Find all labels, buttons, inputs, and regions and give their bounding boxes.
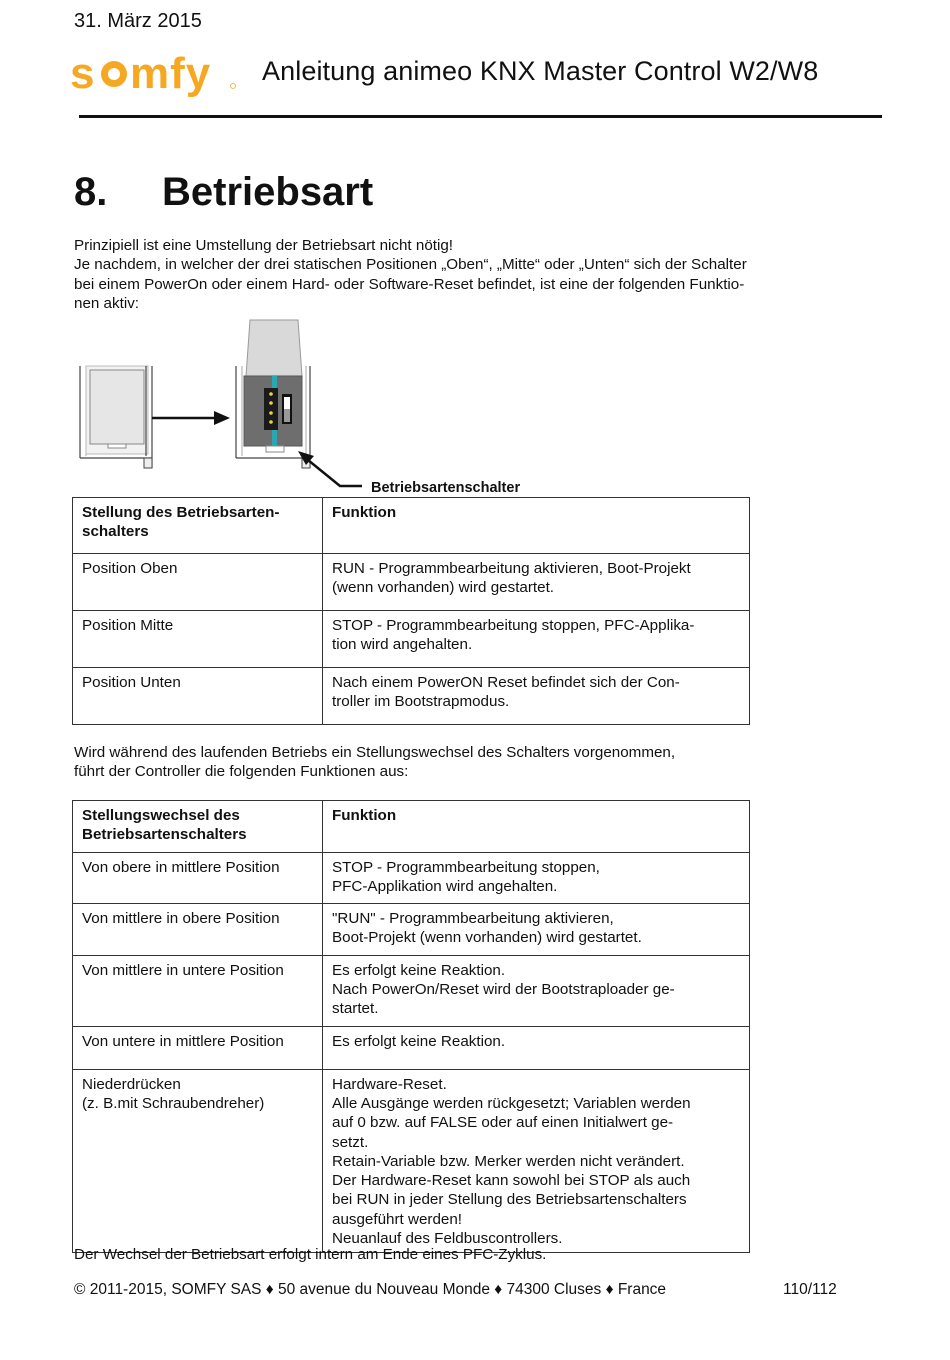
cell-text: tion wird angehalten. — [332, 636, 473, 654]
function-cell — [323, 955, 750, 1026]
cell-text: Neuanlauf des Feldbuscontrollers. — [332, 1230, 563, 1248]
cell-text: (wenn vorhanden) wird gestartet. — [332, 579, 555, 597]
section-heading — [74, 170, 373, 215]
cell-text: setzt. — [332, 1133, 369, 1151]
header-text: Betriebsartenschalters — [82, 826, 247, 844]
paragraph-line: führt der Controller die folgenden Funktionen aus: — [74, 763, 409, 781]
table-row — [73, 1026, 750, 1069]
function-cell — [323, 668, 750, 725]
cell-text: startet. — [332, 1000, 379, 1018]
table-row — [73, 611, 750, 668]
cell-text: Von untere in mittlere Position — [82, 1032, 284, 1050]
cell-text: "RUN" - Programmbearbeitung aktivieren, — [332, 910, 614, 928]
table-row — [73, 554, 750, 611]
table-header-row — [73, 498, 750, 554]
intro-paragraph — [74, 236, 834, 313]
cell-text: Von obere in mittlere Position — [82, 858, 280, 876]
document-date: 31. März 2015 — [74, 10, 202, 32]
cell-text: Der Hardware-Reset kann sowohl bei STOP als auch — [332, 1172, 691, 1190]
device-closed-icon — [80, 366, 152, 468]
function-cell — [323, 611, 750, 668]
cell-text: Position Mitte — [82, 617, 174, 634]
header-text: Funktion — [332, 807, 397, 824]
cell-text: Niederdrücken — [82, 1075, 181, 1093]
cell-text: auf 0 bzw. auf FALSE oder auf einen Initialwert ge- — [332, 1114, 674, 1132]
header-divider — [79, 115, 882, 118]
somfy-logo-icon — [70, 52, 240, 98]
cell-text: Es erfolgt keine Reaktion. — [332, 1032, 506, 1050]
cell-text: RUN - Programmbearbeitung aktivieren, Boot-Projekt — [332, 560, 691, 577]
function-cell — [323, 852, 750, 904]
cell-text: Nach einem PowerON Reset befindet sich der Con- — [332, 674, 680, 691]
intro-line: Prinzipiell ist eine Umstellung der Betriebsart nicht nötig! — [74, 237, 454, 254]
cell-text: Von mittlere in untere Position — [82, 961, 284, 979]
cell-text: (z. B.mit Schraubendreher) — [82, 1094, 265, 1112]
change-cell — [73, 852, 323, 904]
section-number: 8. — [74, 170, 108, 214]
intro-line: nen aktiv: — [74, 294, 140, 312]
cell-text: STOP - Programmbearbeitung stoppen, PFC-Applika- — [332, 617, 695, 634]
somfy-logo — [70, 52, 240, 103]
function-cell — [323, 554, 750, 611]
footer-copyright: © 2011-2015, SOMFY SAS ♦ 50 avenue du Nouveau Monde ♦ 74300 Cluses ♦ France — [74, 1281, 667, 1298]
header-text: Stellungswechsel des — [82, 807, 240, 824]
header-text: Stellung des Betriebsarten- — [82, 504, 280, 521]
intro-line: bei einem PowerOn oder einem Hard- oder Software-Reset befindet, ist eine der folgenden Funktio- — [74, 275, 745, 293]
device-illustration — [78, 318, 558, 498]
cell-text: STOP - Programmbearbeitung stoppen, — [332, 858, 600, 876]
switch-callout-label: Betriebsartenschalter — [371, 480, 521, 496]
cell-text: Alle Ausgänge werden rückgesetzt; Variablen werden — [332, 1094, 691, 1112]
switch-position-table — [72, 497, 750, 725]
paragraph-line: Wird während des laufenden Betriebs ein Stellungswechsel des Schalters vorgenommen, — [74, 744, 676, 761]
cell-text: ausgeführt werden! — [332, 1210, 463, 1228]
cell-text: Von mittlere in obere Position — [82, 910, 280, 928]
table-row — [73, 852, 750, 904]
header-cell-function — [323, 801, 750, 853]
change-cell — [73, 904, 323, 956]
document-title: Anleitung animeo KNX Master Control W2/W8 — [262, 56, 819, 86]
cell-text: PFC-Applikation wird angehalten. — [332, 877, 558, 895]
svg-text:s: s — [70, 52, 96, 98]
function-cell — [323, 1026, 750, 1069]
device-figure — [78, 318, 558, 503]
cell-text: Position Unten — [82, 674, 181, 691]
cell-text: Retain-Variable bzw. Merker werden nicht verändert. — [332, 1152, 685, 1170]
table-row — [73, 904, 750, 956]
section-title: Betriebsart — [162, 170, 374, 214]
header-text: Funktion — [332, 504, 397, 521]
table-header-row — [73, 801, 750, 853]
svg-text:mfy: mfy — [130, 52, 212, 98]
page-number: 110/112 — [783, 1281, 837, 1298]
cell-text: bei RUN in jeder Stellung des Betriebsartenschalters — [332, 1191, 687, 1209]
cell-text: Position Oben — [82, 560, 178, 577]
cell-text: troller im Bootstrapmodus. — [332, 693, 510, 711]
switch-change-table — [72, 800, 750, 1253]
mode-change-note: Der Wechsel der Betriebsart erfolgt intern am Ende eines PFC-Zyklus. — [74, 1246, 547, 1263]
table-row — [73, 955, 750, 1026]
intro-line: Je nachdem, in welcher der drei statischen Positionen „Oben“, „Mitte“ oder „Unten“ sich der Schalter — [74, 256, 747, 274]
change-cell — [73, 1026, 323, 1069]
change-cell — [73, 955, 323, 1026]
function-cell — [323, 1069, 750, 1253]
cell-text: Hardware-Reset. — [332, 1075, 447, 1093]
position-cell — [73, 554, 323, 611]
switch-change-paragraph — [74, 743, 834, 782]
function-cell — [323, 904, 750, 956]
cell-text: Nach PowerOn/Reset wird der Bootstraploader ge- — [332, 981, 675, 999]
arrow-right-icon — [152, 411, 230, 425]
position-cell — [73, 611, 323, 668]
position-cell — [73, 668, 323, 725]
table-row — [73, 668, 750, 725]
table-row — [73, 1069, 750, 1253]
device-open-icon — [236, 320, 310, 468]
cell-text: Boot-Projekt (wenn vorhanden) wird gestartet. — [332, 929, 642, 947]
header-cell-position — [73, 498, 323, 554]
cell-text: Es erfolgt keine Reaktion. — [332, 961, 506, 979]
header-text: schalters — [82, 523, 149, 541]
header-cell-function — [323, 498, 750, 554]
header-cell-change — [73, 801, 323, 853]
change-cell — [73, 1069, 323, 1253]
